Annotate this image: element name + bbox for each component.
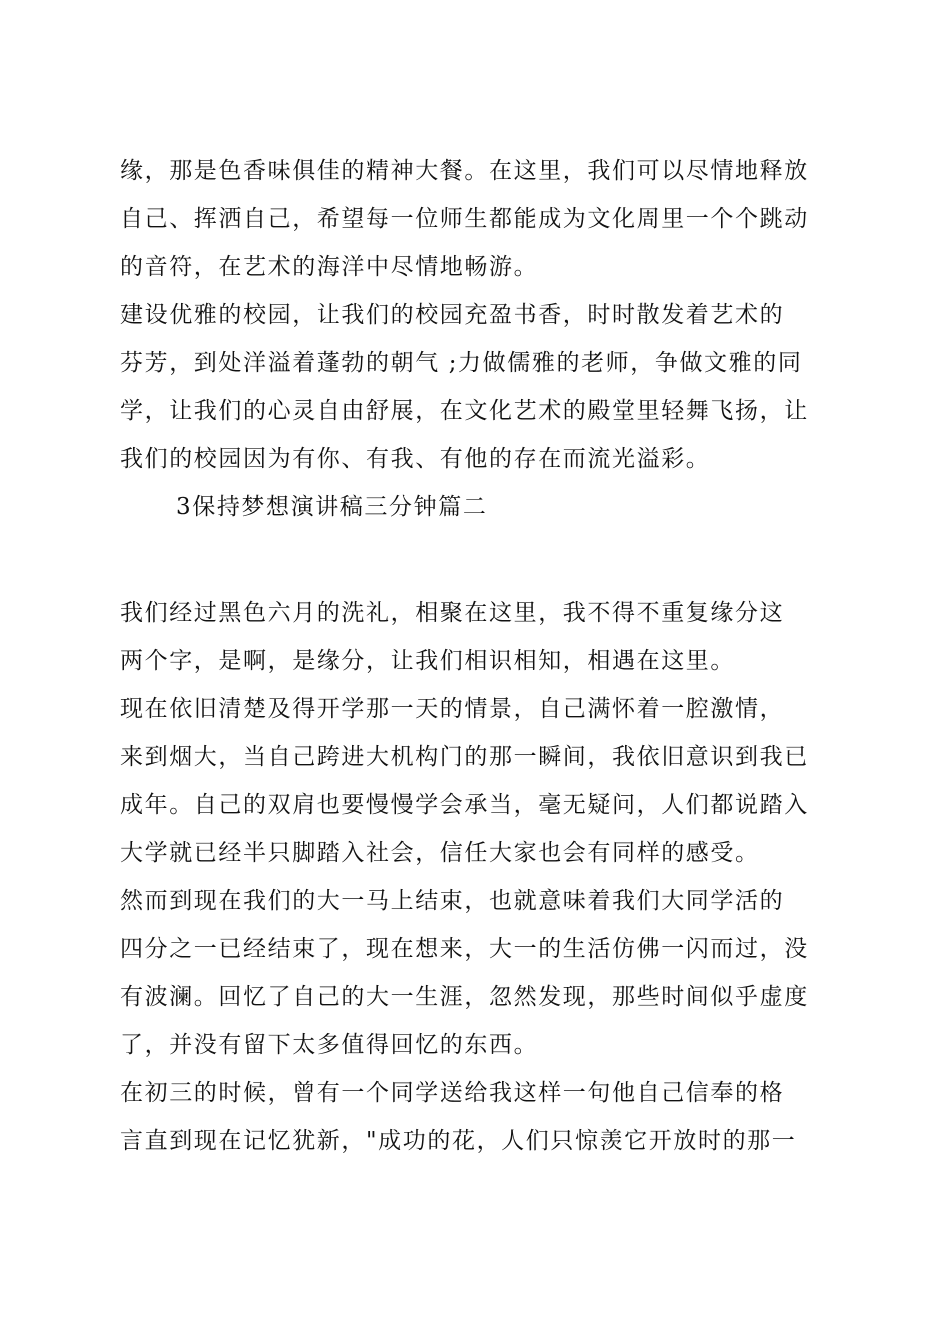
paragraph: [120, 877, 832, 1069]
text-line: 来到烟大，当自己跨进大机构门的那一瞬间，我依旧意识到我已: [120, 744, 809, 770]
text-line: 我们的校园因为有你、有我、有他的存在而流光溢彩。: [120, 446, 711, 472]
text-line: 四分之一已经结束了，现在想来，大一的生活仿佛一闪而过，没: [120, 936, 809, 962]
paragraph: [120, 147, 832, 291]
text-line: 芬芳，到处洋溢着蓬勃的朝气 ;力做儒雅的老师，争做文雅的同: [120, 350, 803, 376]
paragraph: [120, 291, 832, 483]
paragraph: [120, 685, 832, 877]
text-line: 现在依旧清楚及得开学那一天的情景，自己满怀着一腔激情，: [120, 696, 785, 722]
paragraph: [120, 589, 832, 685]
section-heading: 3保持梦想演讲稿三分钟篇二: [176, 494, 488, 520]
text-line: 学，让我们的心灵自由舒展，在文化艺术的殿堂里轻舞飞扬，让: [120, 398, 809, 424]
document-page: [120, 147, 832, 1165]
text-line: 言直到现在记忆犹新，"成功的花，人们只惊羡它开放时的那一: [120, 1128, 797, 1154]
text-line: 了，并没有留下太多值得回忆的东西。: [120, 1032, 539, 1058]
blank-spacer: [120, 531, 832, 589]
paragraph: [120, 1069, 832, 1165]
text-line: 在初三的时候，曾有一个同学送给我这样一句他自己信奉的格: [120, 1080, 785, 1106]
text-line: 大学就已经半只脚踏入社会，信任大家也会有同样的感受。: [120, 840, 760, 866]
text-line: 的音符，在艺术的海洋中尽情地畅游。: [120, 254, 539, 280]
text-line: 自己、挥洒自己，希望每一位师生都能成为文化周里一个个跳动: [120, 206, 809, 232]
text-line: 有波澜。回忆了自己的大一生涯，忽然发现，那些时间似乎虚度: [120, 984, 809, 1010]
text-line: 缘，那是色香味俱佳的精神大餐。在这里，我们可以尽情地释放: [120, 158, 809, 184]
text-line: 我们经过黑色六月的洗礼，相聚在这里，我不得不重复缘分这: [120, 600, 785, 626]
text-line: 成年。自己的双肩也要慢慢学会承当，毫无疑问，人们都说踏入: [120, 792, 809, 818]
text-line: 然而到现在我们的大一马上结束，也就意味着我们大同学活的: [120, 888, 785, 914]
text-line: 建设优雅的校园，让我们的校园充盈书香，时时散发着艺术的: [120, 302, 785, 328]
text-line: 两个字，是啊，是缘分，让我们相识相知，相遇在这里。: [120, 648, 735, 674]
